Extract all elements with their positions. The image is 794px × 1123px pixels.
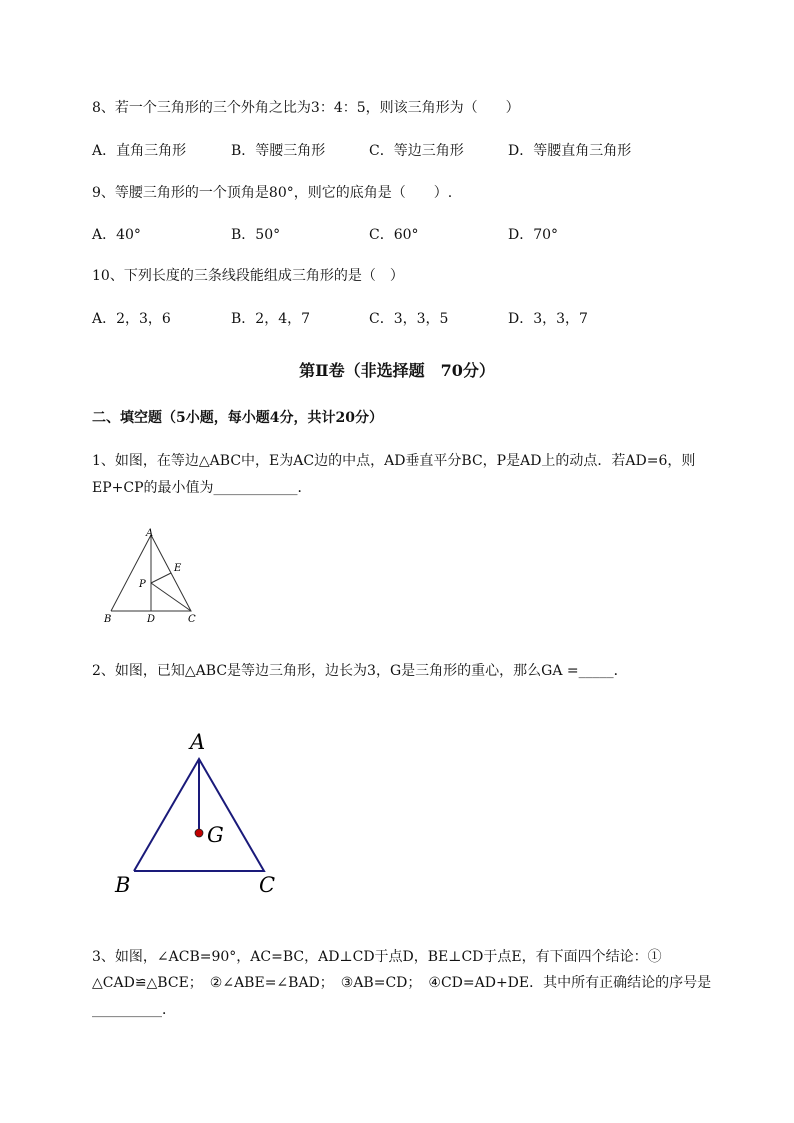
q8-stem: 8、若一个三角形的三个外角之比为3：4：5，则该三角形为（ ） [92, 100, 520, 116]
f1-line1: 1、如图，在等边△ABC中，E为AC边的中点，AD垂直平分BC，P是AD上的动点．若AD=6，则 [92, 453, 696, 469]
f1-line2: EP+CP的最小值为____________． [92, 480, 312, 496]
q8-option-b: B．等腰三角形 [231, 143, 326, 159]
q9-option-a: A．40° [92, 227, 141, 243]
q8-option-c: C．等边三角形 [369, 143, 464, 159]
f2-label-c: C [259, 873, 276, 897]
q9-option-c: C．60° [369, 227, 419, 243]
f1-segment-pe [151, 573, 171, 583]
f2-centroid-point [195, 829, 203, 837]
f3-line2: △CAD≌△BCE； ②∠ABE=∠BAD； ③AB=CD； ④CD=AD+DE．其中所有正确结论的序号是 [92, 975, 712, 991]
f1-label-p: P [139, 579, 146, 590]
q10-stem: 10、下列长度的三条线段能组成三角形的是（ ） [92, 268, 404, 284]
f1-figure [100, 528, 200, 628]
q9-option-b: B．50° [231, 227, 281, 243]
f2-label-b: B [115, 873, 131, 897]
section2-heading: 二、填空题（5小题，每小题4分，共计20分） [92, 410, 383, 426]
f1-label-a: A [146, 528, 154, 539]
part2-title: 第Ⅱ卷（非选择题 70分） [299, 361, 495, 380]
f1-label-d: D [147, 614, 156, 625]
q8-option-d: D．等腰直角三角形 [508, 143, 632, 159]
f2-line1: 2、如图，已知△ABC是等边三角形，边长为3，G是三角形的重心，那么GA =_____． [92, 663, 628, 679]
f1-label-e: E [174, 563, 182, 574]
f3-line3: __________． [92, 1002, 176, 1018]
f2-label-g: G [207, 823, 224, 847]
q10-option-c: C．3，3，5 [369, 311, 449, 327]
f1-label-c: C [188, 614, 196, 625]
q10-option-b: B．2，4，7 [231, 311, 311, 327]
q10-option-a: A．2，3，6 [92, 311, 171, 327]
f2-label-a: A [190, 730, 206, 754]
q9-option-d: D．70° [508, 227, 559, 243]
f1-label-b: B [104, 614, 112, 625]
q8-option-a: A．直角三角形 [92, 143, 187, 159]
q10-option-d: D．3，3，7 [508, 311, 588, 327]
f1-segment-pc [151, 583, 191, 611]
q9-stem: 9、等腰三角形的一个顶角是80°，则它的底角是（ ）. [92, 185, 453, 201]
f3-line1: 3、如图，∠ACB=90°，AC=BC，AD⊥CD于点D，BE⊥CD于点E，有下面四个结论：① [92, 949, 662, 965]
f2-figure [110, 727, 310, 897]
